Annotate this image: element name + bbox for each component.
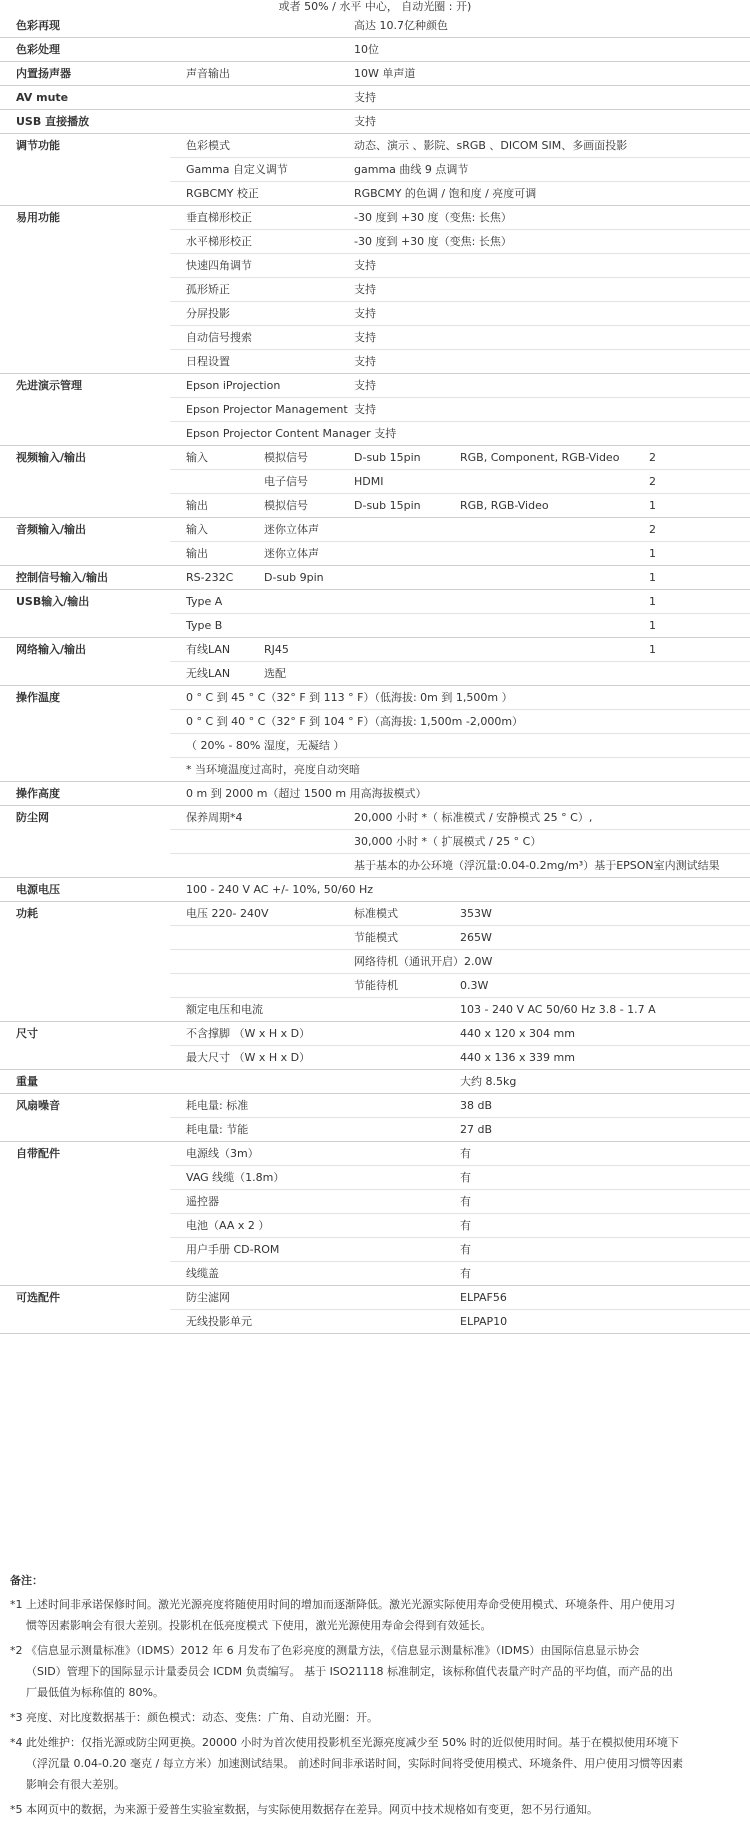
value-cell: 节能待机: [354, 979, 398, 992]
footnote-text: [26, 1594, 746, 1636]
item-label: Epson Projector Content Manager 支持: [186, 427, 397, 440]
item-label: 垂直梯形校正: [186, 211, 252, 224]
item-label: RS-232C: [186, 571, 234, 584]
footnote-line: 厂最低值为标称值的 80%。: [26, 1686, 164, 1699]
value-cell: 30,000 小时 *（ 扩展模式 / 25 ° C）: [354, 835, 542, 848]
value-cell: 网络待机（通讯开启）2.0W: [354, 955, 493, 968]
spec-row: [0, 542, 750, 566]
value-cell: 支持: [354, 115, 376, 128]
item-label: Gamma 自定义调节: [186, 163, 288, 176]
section-label: AV mute: [16, 91, 69, 104]
section-label: 网络输入/输出: [16, 643, 87, 656]
spec-row: [0, 1238, 750, 1262]
value-cell: 支持: [354, 403, 376, 416]
notes-title: 备注：: [10, 1574, 43, 1587]
spec-row: [0, 158, 750, 182]
section-label: 易用功能: [16, 211, 60, 224]
footnote-text: [26, 1640, 746, 1703]
value-cell: 高达 10.7亿种颜色: [354, 19, 448, 32]
item-label: RGBCMY 校正: [186, 187, 259, 200]
footnote-mark: *5: [10, 1803, 23, 1816]
spec-row: [0, 614, 750, 638]
detail-cell: 38 dB: [460, 1099, 493, 1112]
spec-row: [0, 950, 750, 974]
section-label: USB输入/输出: [16, 595, 90, 608]
spec-row: [0, 494, 750, 518]
spec-row: [0, 1190, 750, 1214]
section-label: 尺寸: [16, 1027, 38, 1040]
value-cell: -30 度到 +30 度（变焦: 长焦）: [354, 211, 512, 224]
footnote-mark: *1: [10, 1598, 23, 1611]
section-label: 色彩再现: [16, 19, 60, 32]
subitem-label: 迷你立体声: [264, 547, 319, 560]
spec-row: [0, 734, 750, 758]
spec-row: [0, 230, 750, 254]
item-label: Type A: [186, 595, 223, 608]
item-label: 水平梯形校正: [186, 235, 252, 248]
spec-row: [0, 62, 750, 86]
item-label: 有线LAN: [186, 643, 231, 656]
footnote-mark: *4: [10, 1736, 23, 1749]
spec-row: [0, 278, 750, 302]
value-cell: 支持: [354, 259, 376, 272]
spec-row: [0, 806, 750, 830]
spec-row: [0, 206, 750, 230]
spec-row: [0, 854, 750, 878]
item-label: Epson Projector Management: [186, 403, 348, 416]
footnote-line: （浮沉量 0.04-0.20 毫克 / 每立方米）加速测试结果。 前述时间非承诺时间，实际时间将受使用模式、环境条件、用户使用习惯等因素: [26, 1757, 684, 1770]
footnote-text: [26, 1707, 746, 1728]
subitem-label: 选配: [264, 667, 286, 680]
spec-row: [0, 1022, 750, 1046]
value-cell: 支持: [354, 331, 376, 344]
subitem-label: 模拟信号: [264, 451, 308, 464]
spec-row: [0, 254, 750, 278]
item-label: 不含撑脚 （W x H x D）: [186, 1027, 311, 1040]
detail-cell: RGB, RGB-Video: [460, 499, 549, 512]
item-label: 输出: [186, 499, 208, 512]
detail-cell: 440 x 136 x 339 mm: [460, 1051, 575, 1064]
item-label: 额定电压和电流: [186, 1003, 263, 1016]
detail-cell: 440 x 120 x 304 mm: [460, 1027, 575, 1040]
spec-row: [0, 686, 750, 710]
item-label: 遥控器: [186, 1195, 219, 1208]
item-label: 孤形矫正: [186, 283, 230, 296]
spec-row: [0, 566, 750, 590]
item-label: Type B: [186, 619, 223, 632]
subitem-label: RJ45: [264, 643, 289, 656]
spec-row: [0, 38, 750, 62]
section-label: 操作高度: [16, 787, 60, 800]
item-label: 防尘滤网: [186, 1291, 230, 1304]
detail-cell: ELPAP10: [460, 1315, 508, 1328]
section-label: 操作温度: [16, 691, 60, 704]
footnote-text: [26, 1732, 746, 1795]
section-label: 风扇噪音: [16, 1099, 60, 1112]
count-cell: 1: [649, 643, 656, 656]
section-label: 电源电压: [16, 883, 60, 896]
spec-row: [0, 1070, 750, 1094]
spec-row: [0, 14, 750, 38]
item-label: 保养周期*4: [186, 811, 243, 824]
value-cell: 支持: [354, 355, 376, 368]
spec-row: [0, 590, 750, 614]
spec-row: [0, 350, 750, 374]
item-label: VAG 线缆（1.8m）: [186, 1171, 285, 1184]
item-label: 100 - 240 V AC +/- 10%, 50/60 Hz: [186, 883, 374, 896]
spec-row: [0, 1310, 750, 1334]
item-label: 快速四角调节: [186, 259, 252, 272]
count-cell: 1: [649, 547, 656, 560]
spec-row: [0, 110, 750, 134]
footnote-mark: *2: [10, 1644, 23, 1657]
value-cell: 10W 单声道: [354, 67, 416, 80]
footnote-line: 亮度、对比度数据基于：颜色模式：动态、变焦：广角、自动光圈：开。: [26, 1711, 378, 1724]
item-label: 线缆盖: [186, 1267, 219, 1280]
count-cell: 1: [649, 595, 656, 608]
spec-row: [0, 446, 750, 470]
item-label: 无线LAN: [186, 667, 231, 680]
item-label: 输入: [186, 523, 208, 536]
item-label: 分屏投影: [186, 307, 230, 320]
item-label: 色彩模式: [186, 139, 230, 152]
subitem-label: 模拟信号: [264, 499, 308, 512]
detail-cell: 0.3W: [460, 979, 489, 992]
item-label: （ 20% - 80% 湿度，无凝结 ）: [186, 739, 345, 752]
item-label: 耗电量: 节能: [186, 1123, 249, 1136]
spec-row: [0, 398, 750, 422]
spec-row: [0, 470, 750, 494]
detail-cell: ELPAF56: [460, 1291, 507, 1304]
section-label: 防尘网: [16, 811, 49, 824]
detail-cell: 265W: [460, 931, 492, 944]
spec-row: [0, 638, 750, 662]
section-label: 视频输入/输出: [16, 451, 87, 464]
section-label: 功耗: [16, 907, 38, 920]
item-label: 输入: [186, 451, 208, 464]
detail-cell: 有: [460, 1147, 471, 1160]
item-label: 无线投影单元: [186, 1315, 252, 1328]
top-note: 或者 50% / 水平 中心， 自动光圈 : 开): [278, 0, 472, 13]
subitem-label: 电子信号: [264, 475, 308, 488]
detail-cell: 有: [460, 1171, 471, 1184]
spec-row: [0, 518, 750, 542]
value-cell: 20,000 小时 *（ 标准模式 / 安静模式 25 ° C）,: [354, 811, 593, 824]
spec-row: [0, 1166, 750, 1190]
value-cell: 节能模式: [354, 931, 398, 944]
spec-row: [0, 1142, 750, 1166]
item-label: 耗电量: 标准: [186, 1099, 249, 1112]
footnote-line: （SID）管理下的国际显示计量委员会 ICDM 负责编写。 基于 ISO21118 标准制定，该标称值代表量产时产品的平均值，而产品的出: [26, 1665, 673, 1678]
item-label: * 当环境温度过高时，亮度自动突暗: [186, 763, 360, 776]
spec-row: [0, 326, 750, 350]
spec-row: [0, 998, 750, 1022]
count-cell: 2: [649, 523, 656, 536]
spec-row: [0, 878, 750, 902]
value-cell: 基于基本的办公环境（浮沉量:0.04-0.2mg/m³）基于EPSON室内测试结果: [354, 859, 720, 872]
item-label: 电压 220- 240V: [186, 907, 269, 920]
spec-row: [0, 86, 750, 110]
item-label: 日程设置: [186, 355, 230, 368]
value-cell: 支持: [354, 283, 376, 296]
section-label: 色彩处理: [16, 43, 60, 56]
value-cell: D-sub 15pin: [354, 451, 421, 464]
subitem-label: 迷你立体声: [264, 523, 319, 536]
spec-row: [0, 926, 750, 950]
item-label: 电源线（3m）: [186, 1147, 259, 1160]
value-cell: RGBCMY 的色调 / 饱和度 / 亮度可调: [354, 187, 537, 200]
spec-row: [0, 782, 750, 806]
section-label: 音频输入/输出: [16, 523, 87, 536]
value-cell: 支持: [354, 379, 376, 392]
item-label: 0 ° C 到 40 ° C（32° F 到 104 ° F）（高海拔: 1,500m -2,000m）: [186, 715, 524, 728]
spec-row: [0, 758, 750, 782]
count-cell: 1: [649, 571, 656, 584]
item-label: 用户手册 CD-ROM: [186, 1243, 280, 1256]
subitem-label: D-sub 9pin: [264, 571, 324, 584]
footnote-line: 《信息显示测量标准》（IDMS）2012 年 6 月发布了色彩亮度的测量方法，《信息显示测量标准》（IDMS）由国际信息显示协会: [26, 1644, 640, 1657]
section-label: 先进演示管理: [16, 379, 82, 392]
detail-cell: 有: [460, 1195, 471, 1208]
section-label: 自带配件: [16, 1147, 60, 1160]
count-cell: 1: [649, 499, 656, 512]
detail-cell: 103 - 240 V AC 50/60 Hz 3.8 - 1.7 A: [460, 1003, 656, 1016]
spec-row: [0, 422, 750, 446]
detail-cell: 有: [460, 1243, 471, 1256]
spec-row: [0, 1046, 750, 1070]
footnote-line: 此处维护：仅指光源或防尘网更换。20000 小时为首次使用投影机至光源亮度减少至 50% 时的近似使用时间。基于在模拟使用环境下: [26, 1736, 679, 1749]
item-label: 0 m 到 2000 m（超过 1500 m 用高海拔模式）: [186, 787, 427, 800]
detail-cell: 353W: [460, 907, 492, 920]
detail-cell: RGB, Component, RGB-Video: [460, 451, 620, 464]
value-cell: D-sub 15pin: [354, 499, 421, 512]
footnote-text: [26, 1799, 746, 1820]
spec-row: [0, 710, 750, 734]
item-label: 输出: [186, 547, 208, 560]
spec-row: [0, 302, 750, 326]
section-label: USB 直接播放: [16, 115, 90, 128]
value-cell: 10位: [354, 43, 379, 56]
value-cell: -30 度到 +30 度（变焦: 长焦）: [354, 235, 512, 248]
footnote-line: 上述时间非承诺保修时间。激光光源亮度将随使用时间的增加而逐渐降低。激光光源实际使用寿命受使用模式、环境条件、用户使用习: [26, 1598, 675, 1611]
item-label: 自动信号搜索: [186, 331, 252, 344]
spec-row: [0, 1214, 750, 1238]
section-label: 内置扬声器: [16, 67, 71, 80]
spec-row: [0, 974, 750, 998]
footnote-line: 本网页中的数据，为来源于爱普生实验室数据，与实际使用数据存在差异。网页中技术规格如有变更，恕不另行通知。: [26, 1803, 598, 1816]
spec-row: [0, 1286, 750, 1310]
item-label: 0 ° C 到 45 ° C（32° F 到 113 ° F）（低海拔: 0m 到 1,500m ）: [186, 691, 513, 704]
detail-cell: 有: [460, 1219, 471, 1232]
section-label: 控制信号输入/输出: [16, 571, 109, 584]
count-cell: 2: [649, 451, 656, 464]
section-label: 调节功能: [16, 139, 60, 152]
spec-row: [0, 182, 750, 206]
spec-row: [0, 1262, 750, 1286]
detail-cell: 有: [460, 1267, 471, 1280]
spec-row: [0, 134, 750, 158]
count-cell: 2: [649, 475, 656, 488]
footnote-mark: *3: [10, 1711, 23, 1724]
spec-row: [0, 1094, 750, 1118]
detail-cell: 27 dB: [460, 1123, 493, 1136]
value-cell: 标准模式: [354, 907, 398, 920]
item-label: Epson iProjection: [186, 379, 281, 392]
detail-cell: 大约 8.5kg: [460, 1075, 517, 1088]
section-label: 可选配件: [16, 1291, 60, 1304]
item-label: 声音输出: [186, 67, 230, 80]
spec-row: [0, 662, 750, 686]
value-cell: 支持: [354, 91, 376, 104]
count-cell: 1: [649, 619, 656, 632]
value-cell: 支持: [354, 307, 376, 320]
footnote-line: 影响会有很大差别。: [26, 1778, 125, 1791]
spec-row: [0, 830, 750, 854]
section-label: 重量: [16, 1075, 38, 1088]
value-cell: HDMI: [354, 475, 384, 488]
spec-row: [0, 1118, 750, 1142]
item-label: 最大尺寸 （W x H x D）: [186, 1051, 311, 1064]
section-divider: [0, 1333, 750, 1334]
footnote-line: 惯等因素影响会有很大差别。投影机在低亮度模式 下使用，激光光源使用寿命会得到有效延长。: [26, 1619, 492, 1632]
value-cell: 动态、演示 、影院、sRGB 、DICOM SIM、多画面投影: [354, 139, 628, 152]
spec-row: [0, 374, 750, 398]
spec-row: [0, 902, 750, 926]
item-label: 电池（AA x 2 ）: [186, 1219, 270, 1232]
value-cell: gamma 曲线 9 点调节: [354, 163, 469, 176]
